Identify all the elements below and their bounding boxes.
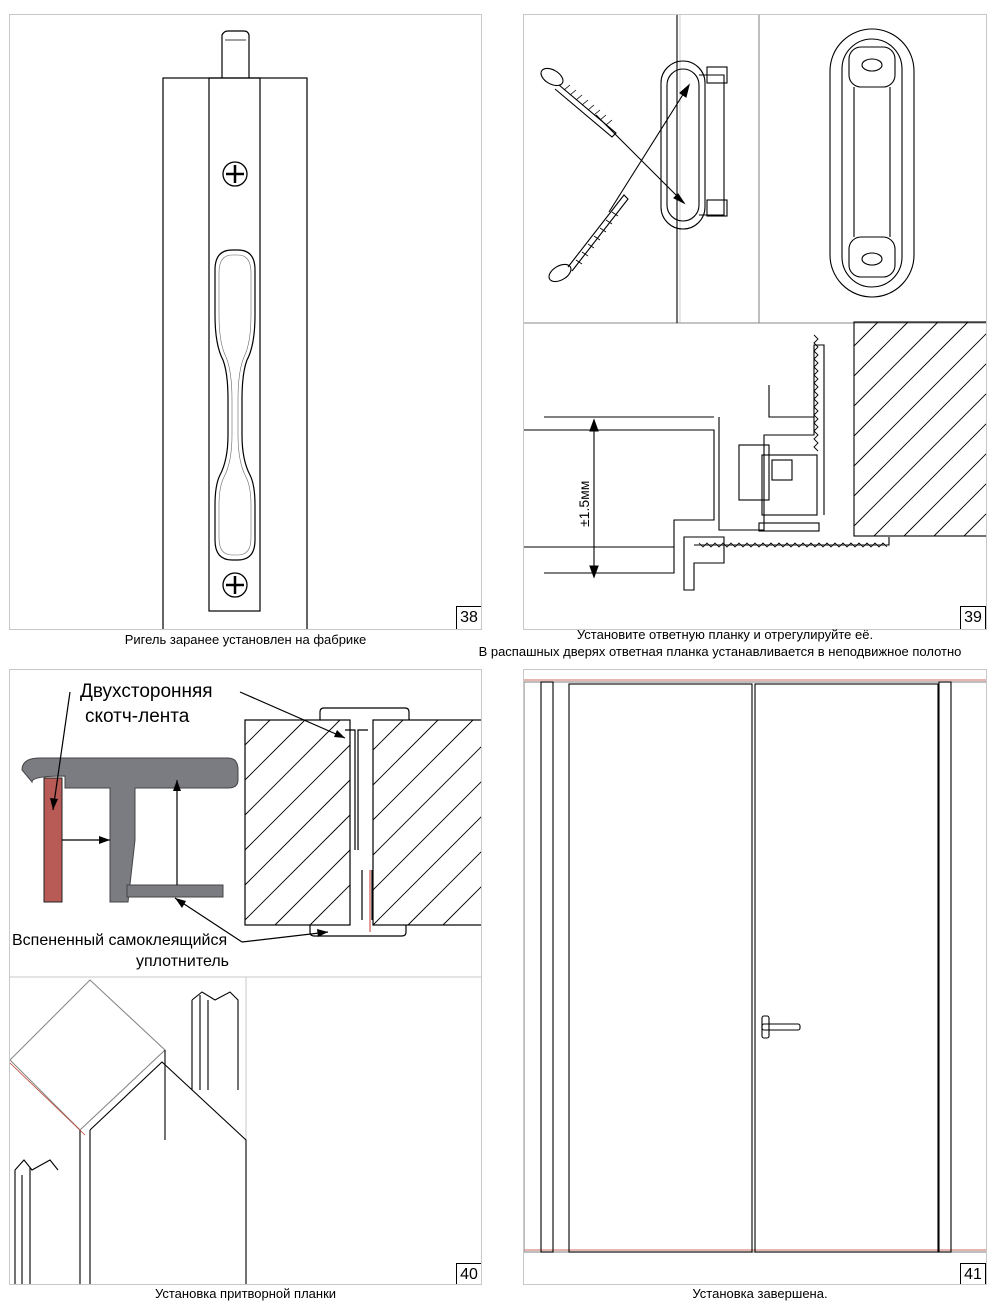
step-number: 39 bbox=[960, 606, 986, 630]
double-door-drawing bbox=[524, 670, 987, 1285]
step-41-caption: Установка завершена. bbox=[692, 1286, 828, 1301]
step-39-caption-line2: В распашных дверях ответная планка устанавливается в неподвижное полотно bbox=[478, 644, 962, 659]
bolt-latch-drawing bbox=[10, 15, 482, 630]
step-38-caption: Ригель заранее установлен на фабрике bbox=[124, 632, 367, 647]
step-38-panel bbox=[9, 14, 482, 630]
door-leaf-right bbox=[755, 684, 938, 1252]
step-40-panel bbox=[9, 669, 482, 1285]
strike-plate-drawing bbox=[524, 15, 987, 630]
step-number: 41 bbox=[960, 1263, 986, 1285]
door-leaf-left bbox=[569, 684, 752, 1252]
step-39-panel bbox=[523, 14, 987, 630]
step-40-caption: Установка притворной планки bbox=[154, 1286, 337, 1301]
step-41-panel bbox=[523, 669, 987, 1285]
step-number: 40 bbox=[456, 1263, 482, 1285]
step-39-caption-line1: Установите ответную планку и отрегулируйте её. bbox=[576, 627, 874, 642]
seal-label-line1: Вспененный самоклеящийся bbox=[12, 932, 228, 949]
dimension-label: ±1.5мм bbox=[576, 480, 592, 527]
tape-label-line1: Двухсторонняя bbox=[80, 681, 213, 702]
step-number: 38 bbox=[456, 606, 482, 630]
tape-label-line2: скотч-лента bbox=[85, 706, 190, 727]
astragal-drawing bbox=[10, 670, 482, 1285]
seal-label-line2: уплотнитель bbox=[136, 953, 230, 970]
